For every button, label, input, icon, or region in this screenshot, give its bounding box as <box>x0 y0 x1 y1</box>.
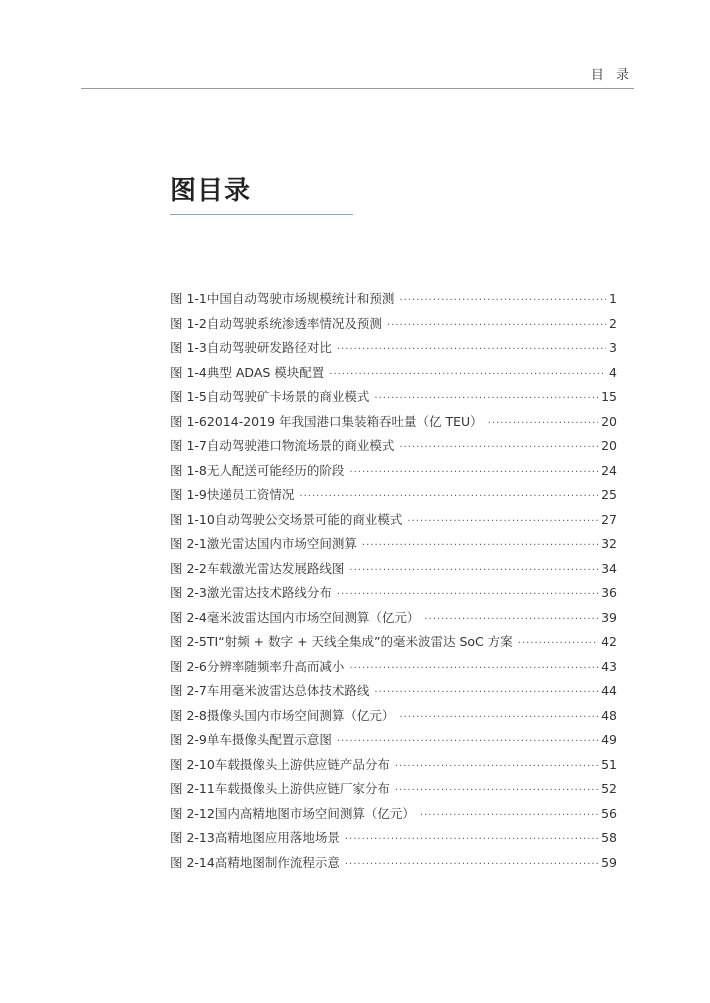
toc-entry-title: 无人配送可能经历的阶段 <box>206 462 345 478</box>
toc-entry[interactable] <box>170 336 617 361</box>
toc-entry-label: 图 1-7 <box>170 438 207 453</box>
toc-entry-page-number: 43 <box>601 658 617 674</box>
toc-dot-leader <box>345 853 598 878</box>
toc-entry[interactable] <box>170 434 617 459</box>
toc-entry-page-number: 20 <box>601 438 617 453</box>
toc-entry[interactable] <box>170 753 617 778</box>
toc-dot-leader <box>349 657 598 682</box>
toc-entry-label: 图 1-1 <box>170 291 207 306</box>
toc-entry[interactable] <box>170 606 617 631</box>
toc-dot-leader <box>399 706 598 731</box>
toc-dot-leader <box>395 779 598 804</box>
toc-dot-leader <box>337 730 598 755</box>
toc-entry-page-number: 3 <box>609 340 617 355</box>
toc-entry-label: 图 2-7 <box>170 683 207 698</box>
toc-entry[interactable] <box>170 459 617 484</box>
toc-entry-title: 毫米波雷达国内市场空间测算（亿元） <box>206 609 420 625</box>
toc-entry-label: 图 2-1 <box>170 536 207 551</box>
toc-dot-leader <box>387 314 606 339</box>
toc-entry-title: 激光雷达国内市场空间测算 <box>206 536 357 551</box>
toc-entry-title: 自动驾驶系统渗透率情况及预测 <box>206 315 382 331</box>
toc-entry-title: TI“射频 + 数字 + 天线全集成”的毫米波雷达 SoC 方案 <box>206 634 513 649</box>
figure-toc-list <box>170 287 617 875</box>
toc-dot-leader <box>349 461 598 486</box>
toc-entry-label: 图 2-12 <box>170 805 215 821</box>
toc-dot-leader <box>374 387 598 412</box>
toc-entry-title: 2014-2019 年我国港口集装箱吞吐量（亿 TEU） <box>206 413 483 429</box>
toc-entry[interactable] <box>170 532 617 557</box>
toc-entry[interactable] <box>170 728 617 753</box>
toc-entry-label: 图 1-10 <box>170 511 215 527</box>
toc-entry-label: 图 2-11 <box>170 781 215 796</box>
toc-entry-page-number: 56 <box>601 805 617 821</box>
toc-entry-title: 自动驾驶公交场景可能的商业模式 <box>214 511 403 527</box>
toc-entry-label: 图 2-2 <box>170 560 207 576</box>
toc-entry-label: 图 2-13 <box>170 830 215 845</box>
toc-dot-leader <box>349 559 598 584</box>
toc-dot-leader <box>374 681 598 706</box>
toc-entry-page-number: 44 <box>601 683 617 698</box>
toc-entry[interactable] <box>170 508 617 533</box>
toc-entry-page-number: 1 <box>609 291 617 306</box>
toc-dot-leader <box>488 412 598 437</box>
toc-entry-page-number: 49 <box>601 732 617 747</box>
toc-entry-title: 车载摄像头上游供应链产品分布 <box>214 756 390 772</box>
toc-dot-leader <box>518 632 598 657</box>
toc-entry-title: 摄像头国内市场空间测算（亿元） <box>206 707 395 723</box>
toc-entry-title: 车用毫米波雷达总体技术路线 <box>206 683 370 698</box>
toc-dot-leader <box>345 828 598 853</box>
toc-entry-title: 车载摄像头上游供应链厂家分布 <box>214 781 390 796</box>
toc-dot-leader <box>329 363 606 388</box>
toc-entry-label: 图 1-2 <box>170 315 207 331</box>
toc-entry-page-number: 4 <box>609 364 617 380</box>
toc-entry-page-number: 39 <box>601 609 617 625</box>
header-divider <box>81 88 634 89</box>
toc-dot-leader <box>420 804 598 829</box>
toc-entry-title: 自动驾驶研发路径对比 <box>206 340 332 355</box>
toc-entry[interactable] <box>170 655 617 680</box>
toc-entry-title: 激光雷达技术路线分布 <box>206 585 332 600</box>
toc-entry-label: 图 2-4 <box>170 609 207 625</box>
toc-entry-title: 高精地图应用落地场景 <box>214 830 340 845</box>
toc-entry-page-number: 24 <box>601 462 617 478</box>
toc-entry-page-number: 51 <box>601 756 617 772</box>
toc-entry-label: 图 2-10 <box>170 756 215 772</box>
running-header: 目 录 <box>590 68 633 83</box>
toc-entry-label: 图 2-3 <box>170 585 207 600</box>
toc-entry[interactable] <box>170 630 617 655</box>
toc-entry[interactable] <box>170 312 617 337</box>
toc-entry-page-number: 25 <box>601 487 617 502</box>
toc-entry-page-number: 59 <box>601 854 617 870</box>
toc-entry-page-number: 27 <box>601 511 617 527</box>
toc-entry-label: 图 1-4 <box>170 364 207 380</box>
toc-entry-title: 车载激光雷达发展路线图 <box>206 560 345 576</box>
toc-entry-label: 图 2-5 <box>170 634 207 649</box>
toc-entry[interactable] <box>170 385 617 410</box>
toc-entry-page-number: 15 <box>601 389 617 404</box>
toc-entry-label: 图 1-9 <box>170 487 207 502</box>
toc-entry-label: 图 2-6 <box>170 658 207 674</box>
toc-dot-leader <box>399 436 598 461</box>
toc-dot-leader <box>299 485 598 510</box>
toc-entry-label: 图 1-5 <box>170 389 207 404</box>
toc-entry-page-number: 48 <box>601 707 617 723</box>
toc-entry-title: 分辨率随频率升高而减小 <box>206 658 345 674</box>
toc-dot-leader <box>399 289 606 314</box>
toc-entry-page-number: 58 <box>601 830 617 845</box>
toc-entry[interactable] <box>170 802 617 827</box>
toc-dot-leader <box>395 755 598 780</box>
toc-entry[interactable] <box>170 777 617 802</box>
toc-entry-page-number: 34 <box>601 560 617 576</box>
toc-entry[interactable] <box>170 361 617 386</box>
toc-entry-page-number: 32 <box>601 536 617 551</box>
toc-entry-title: 自动驾驶港口物流场景的商业模式 <box>206 438 395 453</box>
toc-entry[interactable] <box>170 287 617 312</box>
toc-entry[interactable] <box>170 410 617 435</box>
toc-entry-page-number: 20 <box>601 413 617 429</box>
page-title: 图目录 <box>170 176 252 206</box>
toc-entry-title: 国内高精地图市场空间测算（亿元） <box>214 805 415 821</box>
toc-entry[interactable] <box>170 704 617 729</box>
toc-entry-label: 图 1-8 <box>170 462 207 478</box>
toc-entry-label: 图 1-6 <box>170 413 207 429</box>
toc-entry[interactable] <box>170 557 617 582</box>
toc-entry-title: 中国自动驾驶市场规模统计和预测 <box>206 291 395 306</box>
toc-entry-label: 图 2-9 <box>170 732 207 747</box>
toc-entry[interactable] <box>170 581 617 606</box>
title-underline <box>170 214 353 215</box>
toc-dot-leader <box>337 583 598 608</box>
toc-entry-title: 自动驾驶矿卡场景的商业模式 <box>206 389 370 404</box>
toc-entry-label: 图 2-14 <box>170 854 215 870</box>
toc-entry-title: 单车摄像头配置示意图 <box>206 732 332 747</box>
toc-entry-title: 快递员工资情况 <box>206 487 295 502</box>
toc-entry-page-number: 42 <box>601 634 617 649</box>
toc-dot-leader <box>337 338 606 363</box>
toc-entry-page-number: 52 <box>601 781 617 796</box>
toc-entry-title: 典型 ADAS 模块配置 <box>206 364 325 380</box>
toc-entry-label: 图 2-8 <box>170 707 207 723</box>
toc-entry[interactable] <box>170 679 617 704</box>
toc-entry-title: 高精地图制作流程示意 <box>214 854 340 870</box>
toc-entry[interactable] <box>170 826 617 851</box>
toc-dot-leader <box>362 534 598 559</box>
toc-entry[interactable] <box>170 483 617 508</box>
toc-entry-page-number: 2 <box>609 315 617 331</box>
toc-entry-label: 图 1-3 <box>170 340 207 355</box>
toc-entry-page-number: 36 <box>601 585 617 600</box>
toc-dot-leader <box>407 510 598 535</box>
toc-entry[interactable] <box>170 851 617 876</box>
toc-dot-leader <box>424 608 598 633</box>
